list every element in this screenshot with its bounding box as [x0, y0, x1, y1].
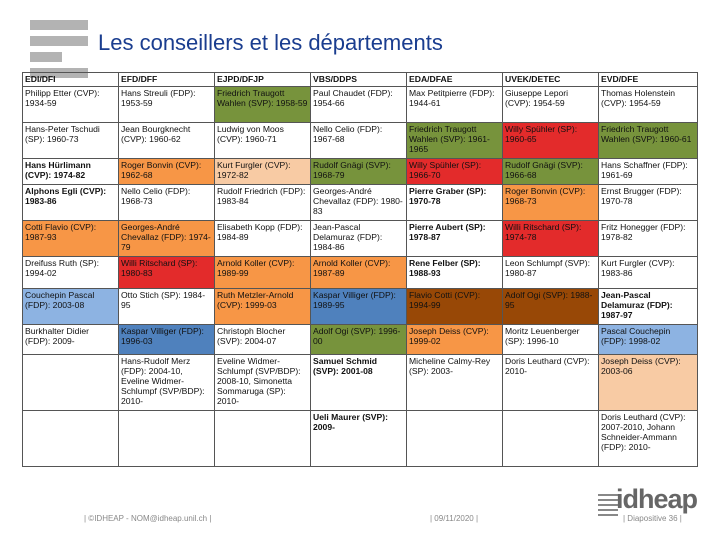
- table-cell: [503, 411, 599, 467]
- table-cell: Ueli Maurer (SVP): 2009-: [311, 411, 407, 467]
- table-cell: Rudolf Gnägi (SVP): 1968-79: [311, 159, 407, 185]
- table-cell: Georges-André Chevallaz (FDP): 1980-83: [311, 185, 407, 221]
- table-cell: Hans Schaffner (FDP): 1961-69: [599, 159, 698, 185]
- table-cell: Fritz Honegger (FDP): 1978-82: [599, 221, 698, 257]
- table-cell: Micheline Calmy-Rey (SP): 2003-: [407, 355, 503, 411]
- table-cell: Hans-Rudolf Merz (FDP): 2004-10, Eveline Widmer-Schlumpf (SVP/BDP): 2010-: [119, 355, 215, 411]
- table-cell: Nello Celio (FDP): 1967-68: [311, 123, 407, 159]
- table-cell: Willi Ritschard (SP): 1974-78: [503, 221, 599, 257]
- column-header: EJPD/DFJP: [215, 73, 311, 87]
- table-cell: Philipp Etter (CVP): 1934-59: [23, 87, 119, 123]
- table-cell: Pierre Graber (SP): 1970-78: [407, 185, 503, 221]
- table-cell: [215, 411, 311, 467]
- table-row: [23, 159, 698, 185]
- table-cell: Pierre Aubert (SP): 1978-87: [407, 221, 503, 257]
- table-cell: Eveline Widmer-Schlumpf (SVP/BDP): 2008-10, Simonetta Sommaruga (SP): 2010-: [215, 355, 311, 411]
- table-cell: Flavio Cotti (CVP): 1994-99: [407, 289, 503, 325]
- table-cell: Alphons Egli (CVP): 1983-86: [23, 185, 119, 221]
- table-cell: Paul Chaudet (FDP): 1954-66: [311, 87, 407, 123]
- column-header: EDA/DFAE: [407, 73, 503, 87]
- table-cell: Dreifuss Ruth (SP): 1994-02: [23, 257, 119, 289]
- table-row: [23, 185, 698, 221]
- table-cell: Arnold Koller (CVP): 1987-89: [311, 257, 407, 289]
- table-cell: Kurt Furgler (CVP): 1983-86: [599, 257, 698, 289]
- table-cell: Leon Schlumpf (SVP): 1980-87: [503, 257, 599, 289]
- table-cell: Thomas Holenstein (CVP): 1954-59: [599, 87, 698, 123]
- table-cell: Max Petitpierre (FDP): 1944-61: [407, 87, 503, 123]
- table-cell: Willy Spühler (SP): 1960-65: [503, 123, 599, 159]
- table-row: [23, 221, 698, 257]
- table-cell: Joseph Deiss (CVP): 2003-06: [599, 355, 698, 411]
- table-cell: Roger Bonvin (CVP): 1968-73: [503, 185, 599, 221]
- table-cell: Doris Leuthard (CVP): 2007-2010, Johann Schneider-Ammann (FDP): 2010-: [599, 411, 698, 467]
- table-cell: Willy Spühler (SP): 1966-70: [407, 159, 503, 185]
- table-cell: Rudolf Friedrich (FDP): 1983-84: [215, 185, 311, 221]
- table-cell: Samuel Schmid (SVP): 2001-08: [311, 355, 407, 411]
- table-cell: Otto Stich (SP): 1984-95: [119, 289, 215, 325]
- table-row: [23, 411, 698, 467]
- table-cell: Ruth Metzler-Arnold (CVP): 1999-03: [215, 289, 311, 325]
- table-cell: Couchepin Pascal (FDP): 2003-08: [23, 289, 119, 325]
- table-cell: Hans Streuli (FDP): 1953-59: [119, 87, 215, 123]
- table-cell: Willi Ritschard (SP): 1980-83: [119, 257, 215, 289]
- column-header: EVD/DFE: [599, 73, 698, 87]
- table-cell: [407, 411, 503, 467]
- column-header: VBS/DDPS: [311, 73, 407, 87]
- table-row: [23, 355, 698, 411]
- table-row: [23, 87, 698, 123]
- column-header: UVEK/DETEC: [503, 73, 599, 87]
- table-cell: Ludwig von Moos (CVP): 1960-71: [215, 123, 311, 159]
- table-cell: Rene Felber (SP): 1988-93: [407, 257, 503, 289]
- table-cell: Adolf Ogi (SVP): 1988-95: [503, 289, 599, 325]
- table-cell: Hans Hürlimann (CVP): 1974-82: [23, 159, 119, 185]
- table-cell: Hans-Peter Tschudi (SP): 1960-73: [23, 123, 119, 159]
- table-cell: Georges-André Chevallaz (FDP): 1974-79: [119, 221, 215, 257]
- table-cell: Doris Leuthard (CVP): 2010-: [503, 355, 599, 411]
- table-cell: Moritz Leuenberger (SP): 1996-10: [503, 325, 599, 355]
- footer-date: | 09/11/2020 |: [430, 514, 479, 523]
- table-row: [23, 257, 698, 289]
- table-cell: [23, 411, 119, 467]
- slide-title: Les conseillers et les départements: [98, 30, 443, 55]
- table-cell: Joseph Deiss (CVP): 1999-02: [407, 325, 503, 355]
- table-cell: Arnold Koller (CVP): 1989-99: [215, 257, 311, 289]
- table-row: [23, 123, 698, 159]
- table-cell: Adolf Ogi (SVP): 1996-00: [311, 325, 407, 355]
- table-header-row: [23, 73, 698, 87]
- departments-table: [22, 72, 698, 467]
- column-header: EDI/DFI: [23, 73, 119, 87]
- table-cell: Kurt Furgler (CVP): 1972-82: [215, 159, 311, 185]
- table-cell: Jean-Pascal Delamuraz (FDP): 1987-97: [599, 289, 698, 325]
- table-cell: [23, 355, 119, 411]
- table-cell: Kaspar Villiger (FDP): 1989-95: [311, 289, 407, 325]
- table-cell: Kaspar Villiger (FDP): 1996-03: [119, 325, 215, 355]
- table-cell: Christoph Blocher (SVP): 2004-07: [215, 325, 311, 355]
- column-header: EFD/DFF: [119, 73, 215, 87]
- table-cell: [119, 411, 215, 467]
- brand-name: idheap: [616, 484, 698, 514]
- table-cell: Jean-Pascal Delamuraz (FDP): 1984-86: [311, 221, 407, 257]
- table-row: [23, 289, 698, 325]
- table-cell: Burkhalter Didier (FDP): 2009-: [23, 325, 119, 355]
- table-cell: Ernst Brugger (FDP): 1970-78: [599, 185, 698, 221]
- table-cell: Jean Bourgknecht (CVP): 1960-62: [119, 123, 215, 159]
- table-cell: Roger Bonvin (CVP): 1962-68: [119, 159, 215, 185]
- table-cell: Elisabeth Kopp (FDP): 1984-89: [215, 221, 311, 257]
- footer-contact: | ©IDHEAP - NOM@idheap.unil.ch |: [84, 514, 212, 523]
- table-cell: Pascal Couchepin (FDP): 1998-02: [599, 325, 698, 355]
- table-cell: Giuseppe Lepori (CVP): 1954-59: [503, 87, 599, 123]
- table-cell: Friedrich Traugott Wahlen (SVP): 1960-61: [599, 123, 698, 159]
- table-cell: Cotti Flavio (CVP): 1987-93: [23, 221, 119, 257]
- table-row: [23, 325, 698, 355]
- footer-slide-number: | Diapositive 36 |: [623, 514, 682, 523]
- table-cell: Nello Celio (FDP): 1968-73: [119, 185, 215, 221]
- table-cell: Friedrich Traugott Wahlen (SVP): 1958-59: [215, 87, 311, 123]
- table-cell: Friedrich Traugott Wahlen (SVP): 1961-1965: [407, 123, 503, 159]
- table-cell: Rudolf Gnägi (SVP): 1966-68: [503, 159, 599, 185]
